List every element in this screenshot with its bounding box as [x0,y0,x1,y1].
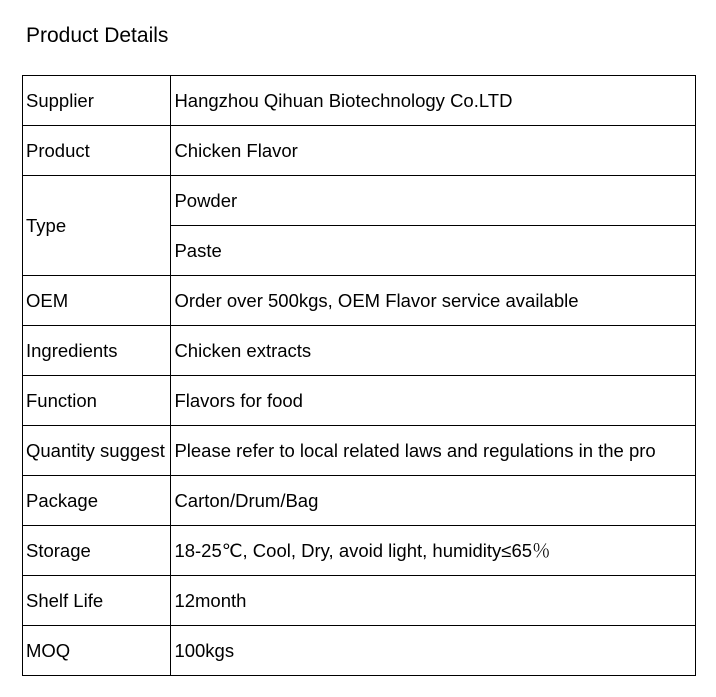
table-row-supplier [23,76,696,126]
table-row-package [23,476,696,526]
supplier-value: Hangzhou Qihuan Biotechnology Co.LTD [171,76,696,126]
table-row-moq [23,626,696,676]
package-label: Package [23,476,171,526]
storage-value: 18-25℃, Cool, Dry, avoid light, humidity≤65％ [171,526,696,576]
quantity-suggest-value: Please refer to local related laws and regulations in the pro [171,426,696,476]
table-row-type [23,176,696,226]
quantity-suggest-label: Quantity suggest [23,426,171,476]
table-row-shelf-life [23,576,696,626]
oem-value: Order over 500kgs, OEM Flavor service available [171,276,696,326]
table-row-product [23,126,696,176]
storage-label: Storage [23,526,171,576]
type-value-paste: Paste [171,226,696,276]
package-value: Carton/Drum/Bag [171,476,696,526]
moq-value: 100kgs [171,626,696,676]
product-label: Product [23,126,171,176]
table-row-storage [23,526,696,576]
table-row-ingredients [23,326,696,376]
function-label: Function [23,376,171,426]
oem-label: OEM [23,276,171,326]
function-value: Flavors for food [171,376,696,426]
shelf-life-label: Shelf Life [23,576,171,626]
ingredients-value: Chicken extracts [171,326,696,376]
supplier-label: Supplier [23,76,171,126]
table-row-function [23,376,696,426]
shelf-life-value: 12month [171,576,696,626]
moq-label: MOQ [23,626,171,676]
product-details-table [22,75,696,676]
type-value-powder: Powder [171,176,696,226]
table-row-quantity-suggest [23,426,696,476]
product-value: Chicken Flavor [171,126,696,176]
ingredients-label: Ingredients [23,326,171,376]
table-row-oem [23,276,696,326]
page-title: Product Details [26,24,169,47]
type-label: Type [23,176,171,276]
